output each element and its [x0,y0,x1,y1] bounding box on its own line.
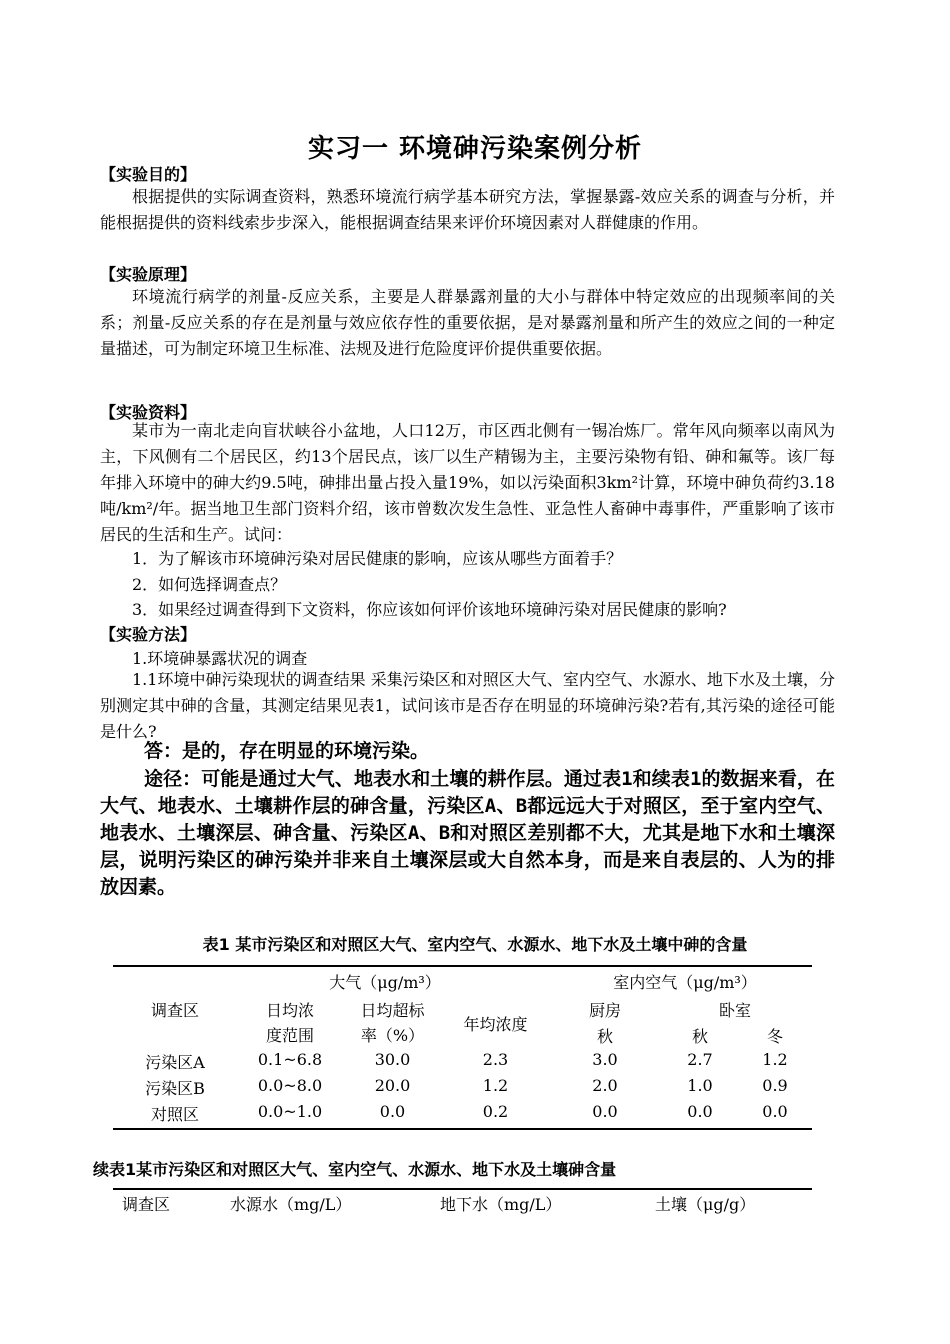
table1-cell: 30.0 [374,1050,411,1069]
table1-cell: 1.2 [482,1076,509,1095]
table1-cont-col-soil: 土壤（μg/g） [655,1195,756,1214]
table1-cell: 2.0 [592,1076,618,1095]
purpose-heading: 【实验目的】 [100,165,197,184]
table1-col-exceed-1: 日均超标 [360,1001,425,1020]
question-3: 3．如果经过调查得到下文资料，你应该如何评价该地环境砷污染对居民健康的影响? [132,600,727,619]
table1-cell: 2.3 [482,1050,509,1069]
table1-cell: 污染区B [145,1079,205,1098]
table1-cont-col-source-water: 水源水（mg/L） [230,1195,352,1214]
method-heading: 【实验方法】 [100,625,197,644]
page-title: 实习一 环境砷污染案例分析 [307,134,643,164]
table1-cell: 0.0 [379,1102,406,1121]
table1-cell: 0.2 [482,1102,509,1121]
table1-cell: 1.0 [687,1076,713,1095]
table1-sub-bedroom-winter: 冬 [766,1027,783,1046]
table1-cell: 0.0~8.0 [257,1076,323,1095]
answer-line2: 途径：可能是通过大气、地表水和土壤的耕作层。通过表1和续表1的数据来看，在大气、地表水、土壤耕作层的砷含量，污染区A、B都远远大于对照区，至于室内空气、地表水、土壤深层、砷含量、污染区A、B和对照区差别都不大，尤其是地下水和土壤深层，说明污染区的砷污染并非来自土壤深层或大自然本身，而是来自表层的、人为的排放因素。 [100,768,835,898]
question-2: 2．如何选择调查点？ [132,575,287,594]
table1-col-exceed-2: 率（%） [360,1026,425,1045]
table1-cell: 2.7 [687,1050,713,1069]
method-sub1: 1.环境砷暴露状况的调查 [132,649,308,668]
table1-cell: 0.0~1.0 [257,1102,323,1121]
table1-cont-caption: 续表1某市污染区和对照区大气、室内空气、水源水、地下水及土壤砷含量 [93,1160,617,1179]
table1-cont-col-groundwater: 地下水（mg/L） [440,1195,562,1214]
table1-cell: 对照区 [150,1105,199,1124]
question-1: 1．为了解该市环境砷污染对居民健康的影响，应该从哪些方面着手？ [132,549,623,568]
table1-cell: 0.9 [762,1076,788,1095]
table1-col-kitchen: 厨房 [588,1001,621,1020]
table1-bottom-rule [113,1128,812,1130]
table1-cell: 1.2 [762,1050,788,1069]
table1-cell: 0.0 [687,1102,713,1121]
table1-caption: 表1 某市污染区和对照区大气、室内空气、水源水、地下水及土壤中砷的含量 [202,935,748,954]
table1-col-annual: 年均浓度 [463,1015,528,1034]
table1-col-daily-range-2: 度范围 [265,1026,314,1045]
material-text: 某市为一南北走向盲状峡谷小盆地，人口12万，市区西北侧有一锡冶炼厂。常年风向频率以南风为主，下风侧有二个居民区，约13个居民点，该厂以生产精锡为主，主要污染物有铅、砷和氟等。该厂每年排入环境中的砷大约9.5吨，砷排出量占投入量19%，如以污染面积3km²计算，环境中砷负荷约3.18吨/km²/年。据当地卫生部门资料介绍，该市曾数次发生急性、亚急性人畜砷中毒事件，严重影响了该市居民的生活和生产。试问： [100,421,835,544]
table1-col-bedroom: 卧室 [718,1001,751,1020]
table1-top-rule [113,965,812,967]
table1-sub-bedroom-autumn: 秋 [691,1027,708,1046]
table1-cell: 污染区A [145,1053,205,1072]
table1-cell: 0.0 [592,1102,618,1121]
table1-group-indoor: 室内空气（μg/m³） [613,973,757,992]
principle-heading: 【实验原理】 [100,265,197,284]
table1-cell: 20.0 [374,1076,411,1095]
table1-sub-kitchen-autumn: 秋 [596,1027,613,1046]
table1-cont-top-rule [113,1188,812,1190]
table1-cont-col-area: 调查区 [122,1195,171,1214]
material-heading: 【实验资料】 [100,403,197,422]
table1-cell: 0.0 [762,1102,788,1121]
table1-col-daily-range-1: 日均浓 [265,1001,314,1020]
table1-col-area: 调查区 [150,1001,199,1020]
table1-cell: 3.0 [592,1050,618,1069]
purpose-text: 根据提供的实际调查资料，熟悉环境流行病学基本研究方法，掌握暴露-效应关系的调查与分析，并能根据提供的资料线索步步深入，能根据调查结果来评价环境因素对人群健康的作用。 [100,187,835,232]
principle-text: 环境流行病学的剂量-反应关系，主要是人群暴露剂量的大小与群体中特定效应的出现频率间的关系；剂量-反应关系的存在是剂量与效应依存性的重要依据，是对暴露剂量和所产生的效应之间的一种定量描述，可为制定环境卫生标准、法规及进行危险度评价提供重要依据。 [100,287,835,358]
method-sub1-1: 1.1环境中砷污染现状的调查结果 采集污染区和对照区大气、室内空气、水源水、地下水及土壤，分别测定其中砷的含量，其测定结果见表1，试问该市是否存在明显的环境砷污染?若有,其污染的途径可能是什么? [100,670,835,741]
answer-line1: 答：是的，存在明显的环境污染。 [144,740,430,762]
table1-group-air: 大气（μg/m³） [329,973,441,992]
table1-cell: 0.1~6.8 [257,1050,323,1069]
